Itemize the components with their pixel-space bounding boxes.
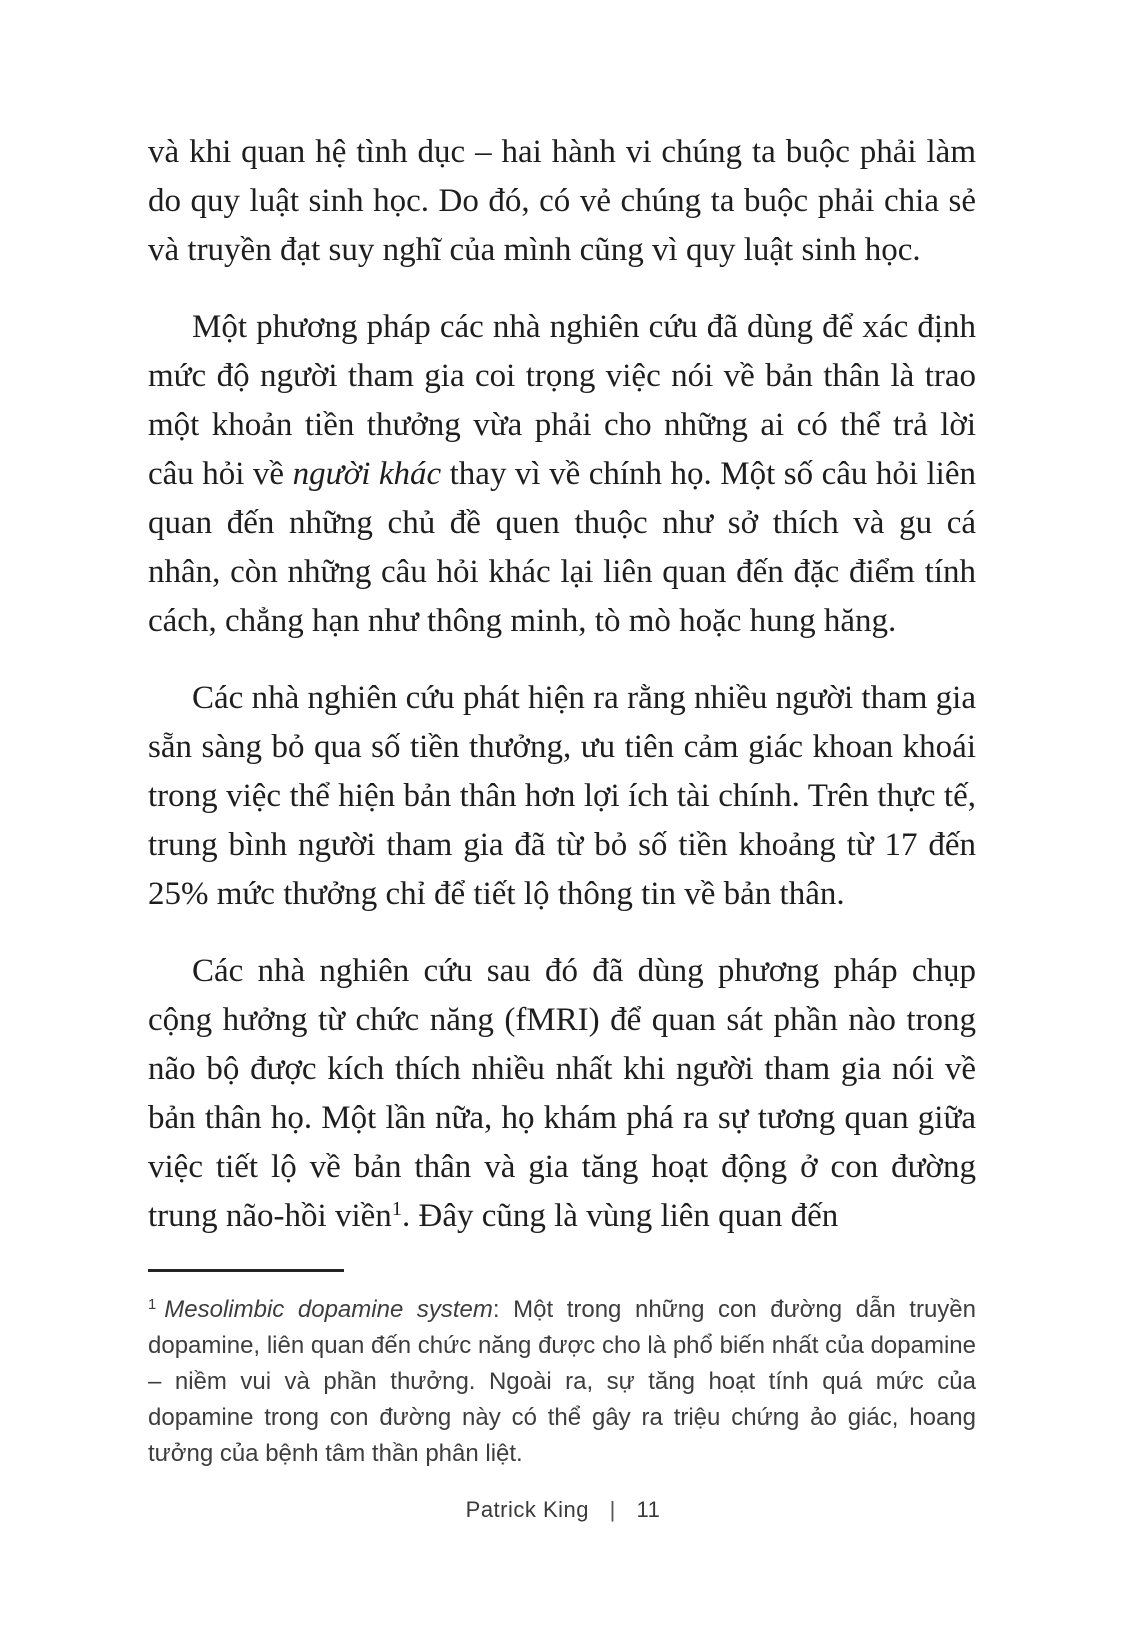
body-paragraph <box>148 947 976 1241</box>
footnote <box>148 1292 976 1472</box>
page-footer <box>0 1497 1126 1523</box>
footer-page-number: 11 <box>636 1497 661 1522</box>
text-run: Một phương pháp các nhà nghiên cứu đã dùng để xác định mức độ người tham gia coi trọng việc nói về bản thân là trao một khoản tiền thưởng vừa phải cho những ai có thể trả lời câu hỏi về <box>148 309 976 492</box>
text-run: . Đây cũng là vùng liên quan đến <box>402 1198 839 1234</box>
footer-separator: | <box>609 1497 616 1522</box>
footnote-marker: 1 <box>148 1296 157 1313</box>
italic-text-run: Mesolimbic dopamine system <box>164 1296 493 1323</box>
text-run: Các nhà nghiên cứu phát hiện ra rằng nhiều người tham gia sẵn sàng bỏ qua số tiền thưởng, ưu tiên cảm giác khoan khoái trong việc thể hiện bản thân hơn lợi ích tài chính. Trên thực tế, trung bình người tham gia đã từ bỏ số tiền khoảng từ 17 đến 25% mức thưởng chỉ để tiết lộ thông tin về bản thân. <box>148 680 976 912</box>
body-paragraph <box>148 128 976 275</box>
text-run: thay vì về chính họ. Một số câu hỏi liên quan đến những chủ đề quen thuộc như sở thích và gu cá nhân, còn những câu hỏi khác lại liên quan đến đặc điểm tính cách, chẳng hạn như thông minh, tò mò hoặc hung hăng. <box>148 456 977 639</box>
footnote-reference: 1 <box>391 1197 402 1220</box>
text-run: Các nhà nghiên cứu sau đó đã dùng phương pháp chụp cộng hưởng từ chức năng (fMRI) để quan sát phần nào trong não bộ được kích thích nhiều nhất khi người tham gia nói về bản thân họ. Một lần nữa, họ khám phá ra sự tương quan giữa việc tiết lộ về bản thân và gia tăng hoạt động ở con đường trung não-hồi viền <box>148 953 976 1234</box>
italic-text-run: người khác <box>292 456 442 492</box>
body-paragraph <box>148 674 976 919</box>
page-body <box>148 128 976 1241</box>
footnote-paragraph <box>148 1292 976 1472</box>
body-paragraph <box>148 303 976 646</box>
footnote-separator <box>148 1269 344 1272</box>
text-run: và khi quan hệ tình dục – hai hành vi chúng ta buộc phải làm do quy luật sinh học. Do đó, có vẻ chúng ta buộc phải chia sẻ và truyền đạt suy nghĩ của mình cũng vì quy luật sinh học. <box>148 134 976 268</box>
footer-author: Patrick King <box>465 1497 590 1522</box>
text-run: : Một trong những con đường dẫn truyền dopamine, liên quan đến chức năng được cho là phổ biến nhất của dopamine – niềm vui và phần thưởng. Ngoài ra, sự tăng hoạt tính quá mức của dopamine trong con đường này có thể gây ra triệu chứng ảo giác, hoang tưởng của bệnh tâm thần phân liệt. <box>148 1296 976 1467</box>
